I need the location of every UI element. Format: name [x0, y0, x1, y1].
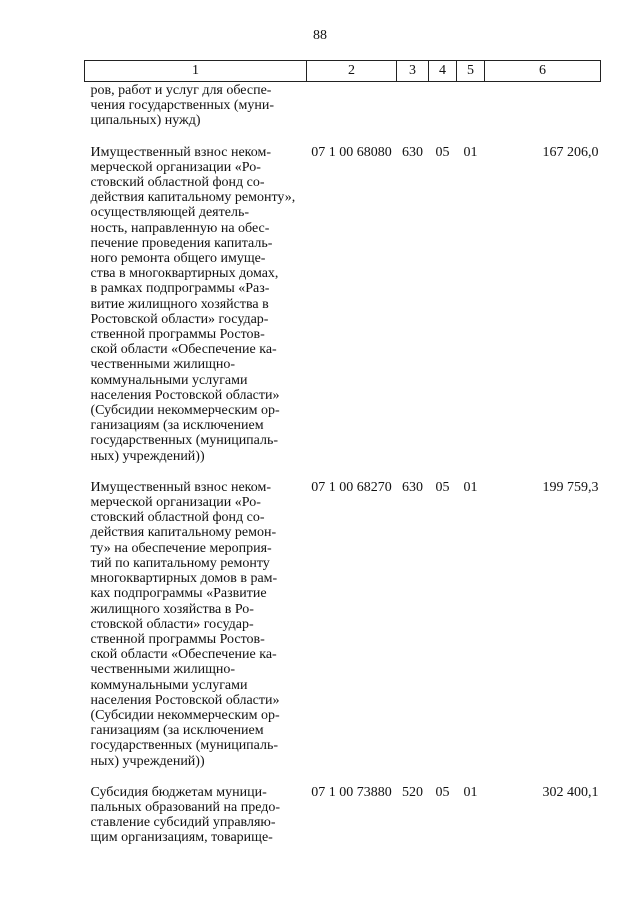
header-col-6: 6 — [485, 61, 601, 82]
row-section: 05 — [435, 784, 450, 800]
table-row — [85, 145, 601, 480]
row-target-code: 07 1 00 68080 — [311, 144, 392, 160]
page-number: 88 — [313, 28, 327, 43]
row-expense-type: 630 — [402, 479, 423, 495]
row-subsection: 01 — [463, 479, 478, 495]
table-header-row — [85, 61, 601, 82]
row-amount: 167 206,0 — [542, 144, 599, 160]
row-target-code: 07 1 00 68270 — [311, 479, 392, 495]
row-subsection: 01 — [463, 784, 478, 800]
row-amount: 302 400,1 — [542, 784, 599, 800]
table-row — [85, 785, 601, 846]
row-description: ров, работ и услуг для обеспе- чения государственных (муни- ципальных) нужд) — [90, 83, 275, 129]
row-expense-type — [397, 82, 429, 145]
header-col-4: 4 — [429, 61, 457, 82]
row-subsection — [457, 82, 485, 145]
table-row — [85, 480, 601, 785]
table-row — [85, 82, 601, 145]
header-col-3: 3 — [397, 61, 429, 82]
row-expense-type: 630 — [402, 144, 423, 160]
row-amount — [485, 82, 601, 145]
header-col-5: 5 — [457, 61, 485, 82]
row-description: Имущественный взнос неком- мерческой организации «Ро- стовский областной фонд со- действия капитальному ремонту», осуществляющей деятель- ность, направленную на обес- печение проведения капиталь- ного ремонта общего имуще- ства в многоквартирных домах, в рамках подпрограммы «Раз- витие жилищного хозяйства в Ростовской области» государ- ственной программы Ростов- ской области «Обеспечение ка- чественными жилищно- коммунальными услугами населения Ростовской области» (Субсидии некоммерческим ор- ганизациям (за исключением государственных (муниципаль- ных) учреждений)) — [90, 144, 296, 464]
row-section: 05 — [435, 144, 450, 160]
header-col-1: 1 — [85, 61, 307, 82]
row-amount: 199 759,3 — [542, 479, 599, 495]
header-col-2: 2 — [307, 61, 397, 82]
row-target-code — [307, 82, 397, 145]
budget-table — [84, 60, 601, 846]
row-section: 05 — [435, 479, 450, 495]
row-description: Имущественный взнос неком- мерческой организации «Ро- стовский областной фонд со- действия капитальному ремон- ту» на обеспечение мероприя- тий по капитальному ремонту многоквартирных домов в рам- ках подпрограммы «Развитие жилищного хозяйства в Ро- стовской области» государ- ственной программы Ростов- ской области «Обеспечение ка- чественными жилищно- коммунальными услугами населения Ростовской области» (Субсидии некоммерческим ор- ганизациям (за исключением государственных (муниципаль- ных) учреждений)) — [90, 479, 280, 769]
row-section — [429, 82, 457, 145]
row-subsection: 01 — [463, 144, 478, 160]
row-target-code: 07 1 00 73880 — [311, 784, 392, 800]
row-expense-type: 520 — [402, 784, 423, 800]
row-description: Субсидия бюджетам муници- пальных образований на предо- ставление субсидий управляю- щим организациям, товарище- — [90, 784, 281, 846]
